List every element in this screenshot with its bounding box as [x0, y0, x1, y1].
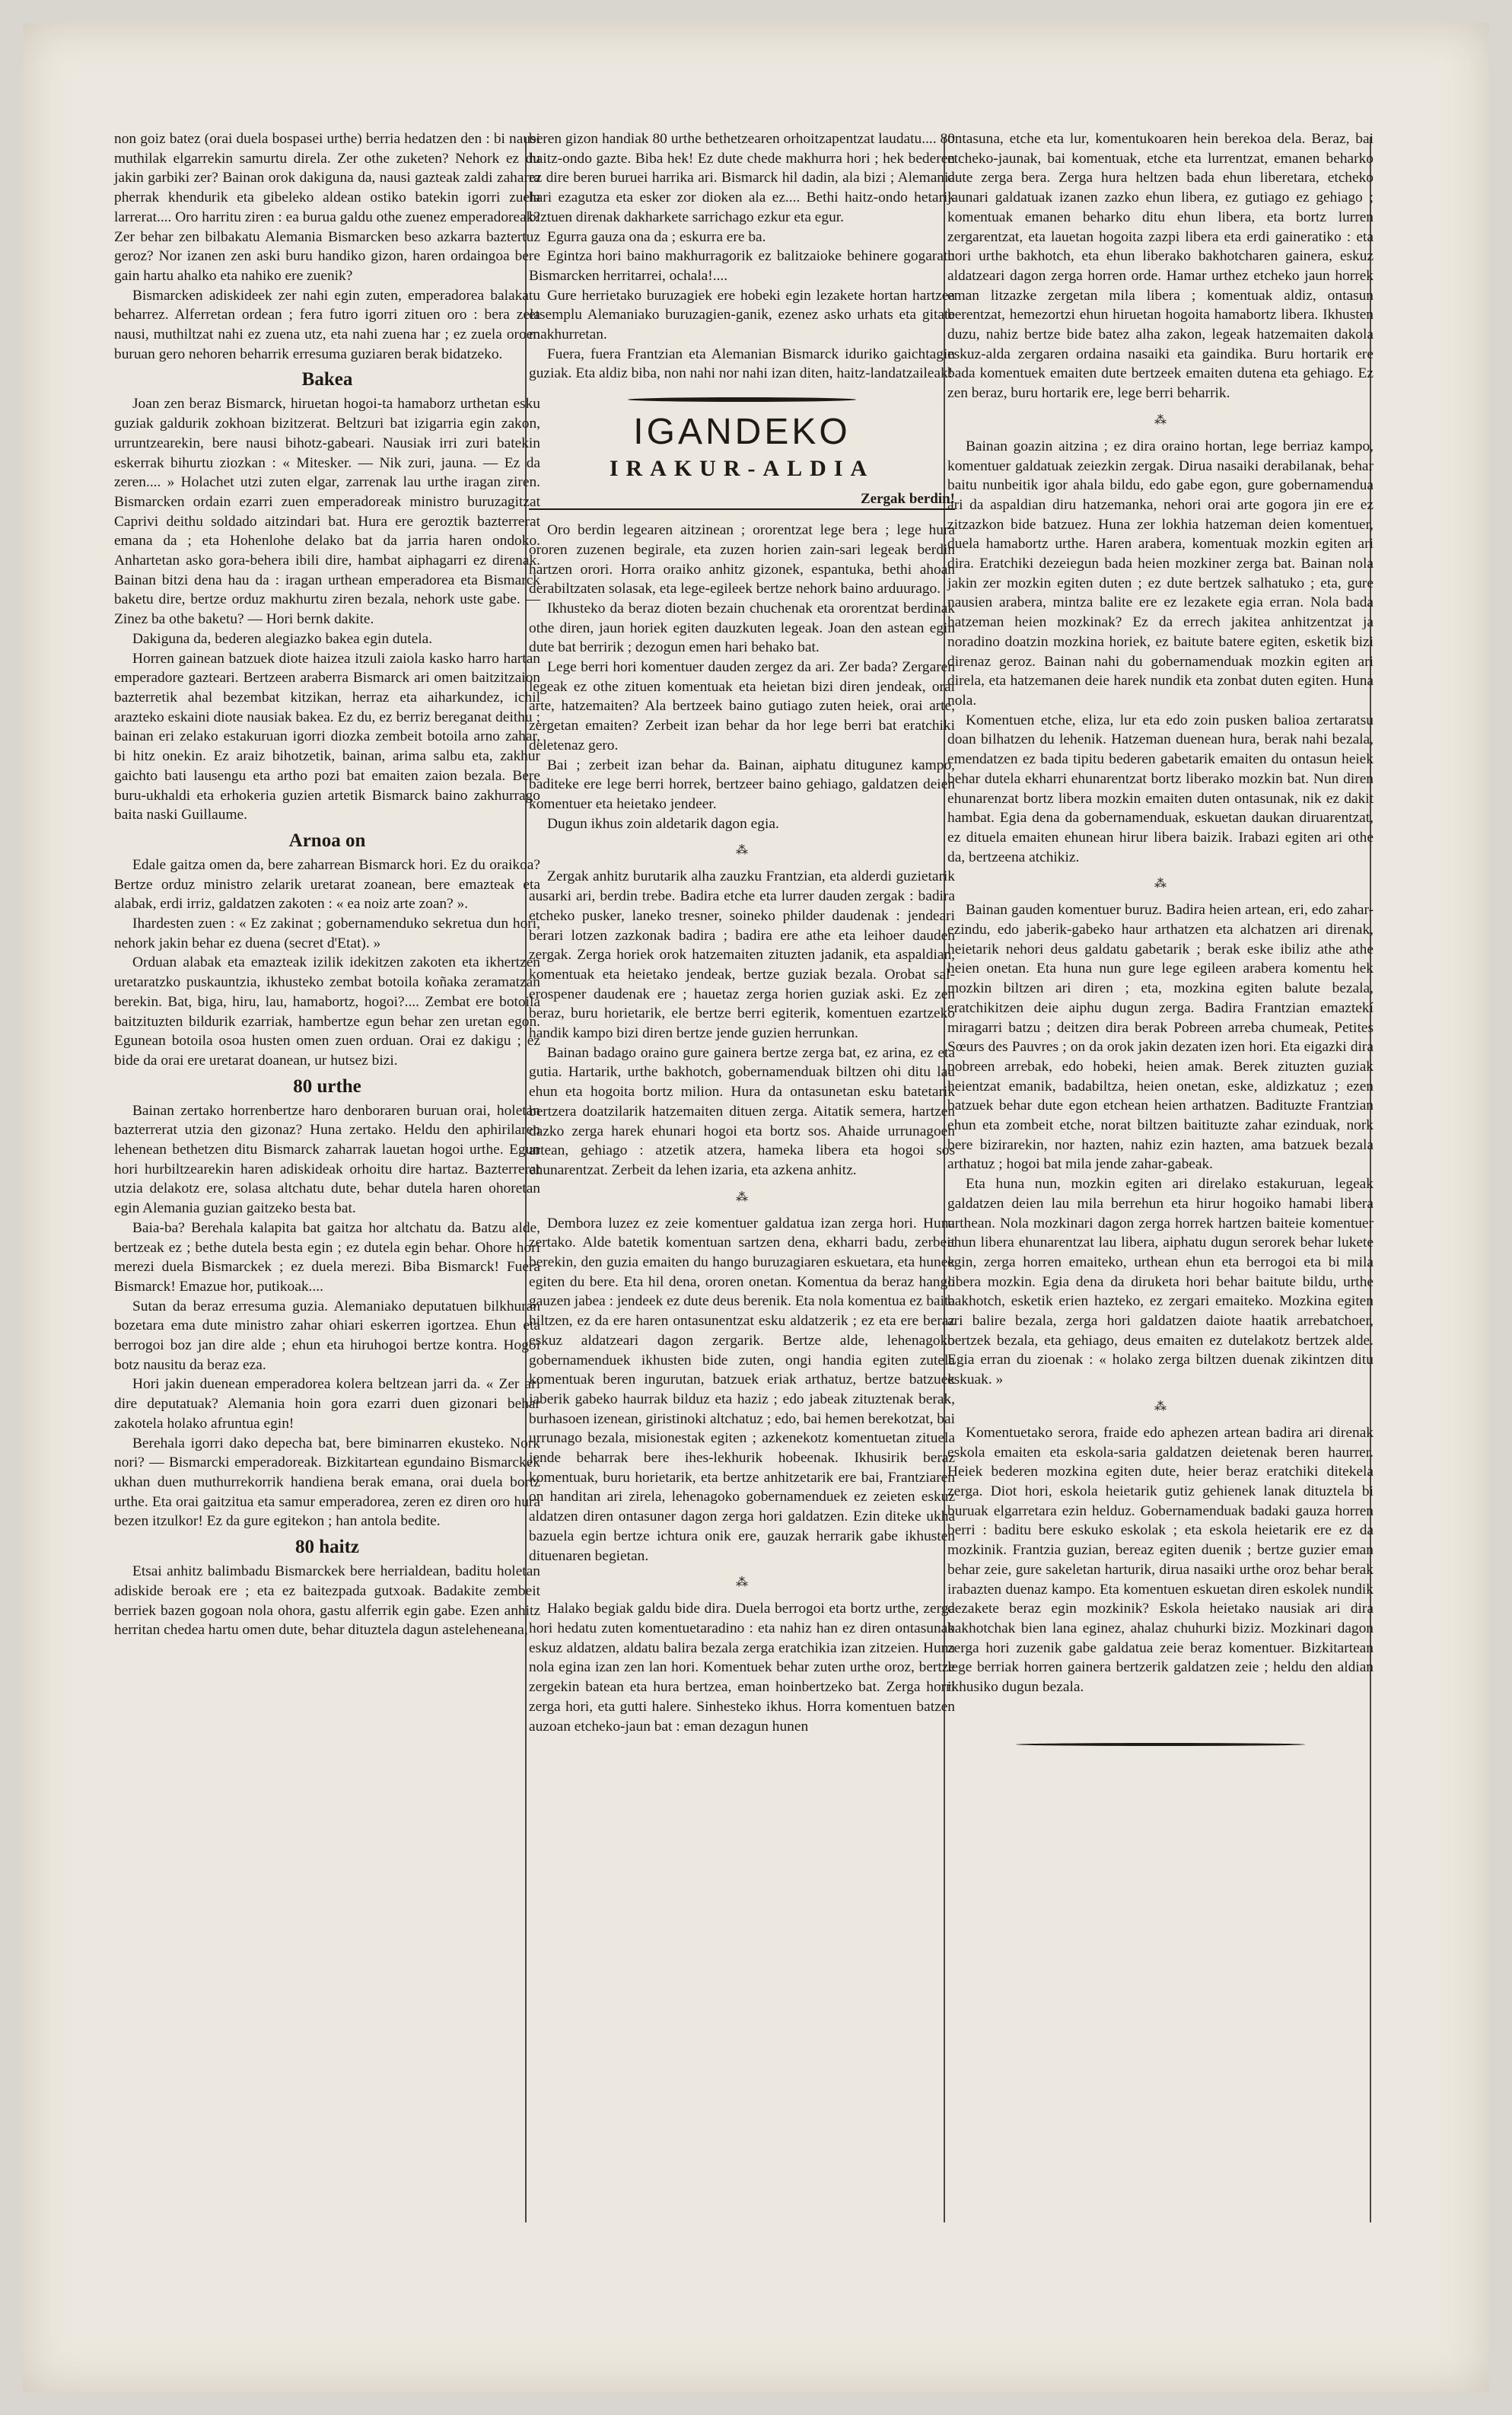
paragraph: Komentuetako serora, fraide edo aphezen artean badira ari direnak eskola emaiten eta eskola-saria galdatzen deietenak beren haurrer. Heiek bederen mozkina egiten dute, heier beraz eratchiki ditekela zerga. Diot hori, eskola heietarik gutiz gehienek lanak dituztela bi buruak elgarretara ezin helduz. Gobernamenduak badaki gauza horren berri : baditu bere eskuko eskolak ; eta eskola heietarik ere ez da mozkinik. Frantzia guzian, bereaz egiten duenik ; bertze guzier eman behar zeie, gure sakeletan harturik, dirua nasaiki urthe oroz behar berak irabazten duenaz kampo. Eta komentuen eskuetan diren eskolek nundik dezakete beraz egin mozkinik? Eskola heietako nausiak ari dira bakhotchak bien lana eginez, ahalaz chuhurki biziz. Mozkinari dagon zerga hori zuzenik gabe galdatua zeie beraz komentuer. Bizkitartean lege berriak horren gainera bertzerik galdatzen zeie ; heldu den aldian ikhusiko dugun bezala.	[947, 1424, 1374, 1696]
paragraph: beren gizon handiak 80 urthe bethetzearen orhoitzapentzat laudatu.... 80 haitz-ondo gazte. Biba hek! Ez dute chede makhurra hori ; hek bederen ez dire beren buruei harrika ari. Bismarck hil dadin, ala bizi ; Alemania hari ezagutza eta esker zor dioken ala ez.... Bethi haitz-ondo hetarik biztuen direnak dakharkete sarrichago ezkur eta egur.	[529, 131, 955, 225]
paragraph: Bainan gauden komentuer buruz. Badira heien artean, eri, edo zahar-ezindu, edo jaberik-gabeko haur arthatzen eta alchatzen ari direnak, heietarik nehori deus galdatu gabetarik ; berak eske ibiliz athe athe heien onetan. Eta huna nun gure lege egileen arabera komentu hek mozkin biltzen ari diren ; eta, mozkina egiten balute bezala, eratchikitzen deie aiphu dugun zerga. Badira Frantzian emaztekí miragarri batzu ; deitzen dira berak Pobreen arreba chumeak, Petites Sœurs des Pauvres ; on da orok jakin dezaten izen hori. Eta eigazki dira pobreen arrebak, edo hobeki, heien amak. Berek zituzten guziak heientzat emanik, badabiltza, heien onetan, eske, aldizkatuz ; ezen batzuek behar dute egon etchean heien arthatzen. Badituzte Frantzian ehun eta zombeit etche, norat biltzen baitituzte zahar ezinduak, nork bere bizirarekin, nor hazten, nahiz ezin hazten, ama batzuek bezala arthatuz ; hogoi bat mila jende zahar-gabeak.	[947, 902, 1374, 1173]
paragraph: Bainan zertako horrenbertze haro denboraren buruan orai, holetan bazterrerat utzia den gizonaz? Huna zertako. Heldu den aphirilaren lehenean bethetzen ditu Bismarck zaharrak lauetan hogoi urthe. Egun hori hurbiltzearekin haren adiskideak orhoitu dire hartaz. Bazterrerat utzia delakotz ere, solasa altchatu dute, behar dutela haren ohoretan egin Alemania guzian gaitzeko besta bat.	[114, 1102, 540, 1217]
asterism-divider: ⁂	[736, 844, 748, 858]
paragraph: Joan zen beraz Bismarck, hiruetan hogoi-ta hamaborz urthetan esku guziak galdurik zokhoan bizitzerat. Beltzuri bat izigarria egin zakon, urruntzearekin, bere nausi bihotz-gabeari. Nausiak irri zuri batekin eskerrak bihurtu ziozkan : « Mitesker. — Nik zuri, jauna. — Ez da zeren.... » Holachet utzi zuten elgar, zarrenak lau urthe iragan ziren. Bismarcken ordain ezarri zuen emperadoreak ministro buruzagitzat Caprivi deithu soldado aitzindari bat. Hura ere geroztik bazterrerat emana da ; eta Hohenlohe delako bat da jarria haren ondoko. Anhartetan asko gora-behera ibili dire, hambat aiphagarri ez direnak. Bainan bitzi dena hau da : iragan urthean emperadorea eta Bismarck baketu dire, bertze orduz makhurtu ziren bezala, nehork uste gabe. — Zinez ba othe baketu? — Hori bernk dakite.	[114, 396, 540, 628]
paragraph: Edale gaitza omen da, bere zaharrean Bismarck hori. Ez du oraikoa? Bertze orduz ministro zelarik uretarat zoanean, bere emazteak eta alabak, erdi irriz, galdatzen zakoten : « ea noiz arte zoan? ».	[114, 856, 540, 913]
section-label: Zergak berdin!	[529, 490, 955, 510]
paragraph: Ihardesten zuen : « Ez zakinat ; gobernamenduko sekretua dun hori, nehork jakin behar ez duena (secret d'Etat). »	[114, 916, 540, 951]
paragraph: Bismarcken adiskideek zer nahi egin zuten, emperadorea balakatu beharrez. Alferretan ordean ; fera futro igorri zituen oro : bera zela nausi, muthiltzat nahi ez zuena utz, eta nahi zuena har ; ez zuela oroen buruan gero nehoren beharrik erresuma guziaren berak bidatzeko.	[114, 287, 540, 362]
column-2	[529, 129, 955, 1736]
asterism-divider: ⁂	[1154, 413, 1167, 427]
paragraph: Komentuen etche, eliza, lur eta edo zoin pusken balioa zertaratsu doan bilhatzen du lehenik. Hatzeman duenean hura, berak nahi bezala, emendatzen ez bada tipitu bederen gabetarik emaiten du ontasun heiek behar dutela ekharri ehunarentzat bortz liberako mozkin bat. Nun diren ehunarenzat bortz libera mozkin emaiten duten ontasunak, nik ez dakit hambat. Egia dena da gobernamenduak, eskuetan daukan diruarentzat, ez dituela emaiten ehunean hirur libera baizik. Irabazi egiten ari othe da, bertzeena atchikiz.	[947, 712, 1374, 865]
paragraph: Horren gainean batzuek diote haizea itzuli zaiola kasko harro hartan emperadore gazteari. Bertzeen araberra Bismarck ari omen baitzitzaion bazterretik ahal bezembat kitzikan, herraz eta aiharkundez, ichil arazteko eskaini diote nausiak bakea. Ez du, ez berriz bereganat deithu ; bainan eri zelako estakuruan igorri diozka zembeit botoila arno zahar, bi hitz onekin. Ez araiz bihotzetik, bainan, arima salbu eta, zakhur gaichto bati lausengu eta artho pozi bat emaiten zaion bezala. Bere buru-ukhaldi eta erhokeria guzien artetik Bismarck baino zakhurrago baita naski Guillaume.	[114, 650, 540, 824]
paragraph: Fuera, fuera Frantzian eta Alemanian Bismarck iduriko gaichtagin guziak. Eta aldiz biba, non nahi nor nahi izan diten, haitz-landatzaileak!	[529, 346, 955, 382]
paragraph: Egintza hori baino makhurragorik ez balitzaioke behinere gogaratu Bismarcken herritarrei, ochala!....	[529, 248, 955, 284]
paragraph: Hori jakin duenean emperadorea kolera beltzean jarri da. « Zer ari dire deputatuak? Alemania hoin gora ezarri duen gizonari behar zakotela holako afruntua egin!	[114, 1376, 540, 1432]
paragraph: Halako begiak galdu bide dira. Duela berrogoi eta bortz urthe, zerga hori hedatu zuten komentuetaradino : eta nahiz han ez diren ontasunak eskuz aldatzen, aldatu balira bezala zerga eratchikia izan zitzeien. Huna nola egina izan zen lan hori. Komentuek behar zuten urthe oroz, bertze zergekin batean eta hura bertzea, eman hoinbertzeko bat. Zerga horri zerga hori, eta gutti halere. Sinhesteko ikhus. Horra komentuen batzen auzoan etcheko-jaun bat : eman dezagun hunen	[529, 1601, 955, 1735]
paragraph: Bainan goazin aitzina ; ez dira oraino hortan, lege berriaz kampo, komentuer galdatuak zeiezkin zergak. Dirua nasaiki derabilanak, behar baitu nunbeitik igor ahala bildu, edo gabe egon, gure gobernamendua ari da aspaldian diru hatzemanka, nehori orai arte gogora jin ere ez zitzazkon bide batzuez. Huna zer lokhia hatzeman deien komentuer, duela hamabortz urthe. Haren arabera, komentuak mozkin egiten ari dira. Eratchiki dezeiegun bada heien mozkiner zerga bat. Bainan nola jakin zer mozkin egiten duten ; ez dute bertzek salhatuko ; eta, gure nausien arabera, mintza balite ere ez lezakete egia erran. Nola bada hatzeman heien mozkinak? Ez da errech jakitea anhitzentzat ja noradino doatzin mozkina horiek, ez baitute batere egiten, esketik bizi direnaz geroz. Bainan nahi du gobernamenduak mozkin egiten ari direla, eta hatzemanen deie harek nundik eta zonbat duten egiten. Huna nola.	[947, 438, 1374, 709]
paragraph: Berehala igorri dako depecha bat, bere biminarren ekusteko. Nork nori? — Bismarcki emperadoreak. Bizkitartean egundaino Bismarckek ukhan duen muthurrekorrik handiena berak emana, orai duela bortz urthe. Eta orai gaitzitua eta samur emperadorea, zeren ez diren oro hura bezen itzulkor! Ez da gure egitekon ; han antola bedite.	[114, 1435, 540, 1530]
column-1	[114, 129, 540, 1640]
paragraph: Oro berdin legearen aitzinean ; ororentzat lege bera ; lege hura ororen zuzenen begirale, eta zuzen horien zain-sari legeak berdin hartzen orori. Horra oraiko anhitz gizonek, espantuka, bethi ahoan derabiltzaten solasak, eta lege-egileek bertze nehork baino arduurago.	[529, 522, 955, 597]
masthead-subtitle: IRAKUR-ALDIA	[609, 456, 875, 482]
paragraph: Bai ; zerbeit izan behar da. Bainan, aiphatu ditugunez kampo, baditeke ere lege berri horrek, bertzeer baino gehiago, galdatzen deien komentuer eta heietako jendeer.	[529, 757, 955, 812]
paragraph: non goiz batez (orai duela bospasei urthe) berria hedatzen den : bi nausi muthilak elgarrekin samurtu direla. Zer othe zuketen? Nehork ez du jakin garbiki zer? Bainan orok dakiguna da, nausi gazteak zaldi zaharra pherrak khendurik eta gibeleko aldean ostiko batekin igorri zuela larrerat.... Oro harritu ziren : ea burua galdu othe zuenez emperadoreak? Zer behar zen bilbakatu Alemania Bismarcken beso azkarra baztertuz geroz? Nor izanen zen aski buru handiko gizon, haren ordaingoa bere gain hartu ahalko eta nahiko ere zuenik?	[114, 131, 540, 284]
paragraph: Etsai anhitz balimbadu Bismarckek bere herrialdean, baditu holetan adiskide beroak ere ; eta ez baitezpada gutxoak. Badakite zembeit berriek bazen gogoan nola ohora, gastu alferrik egin gabe. Ezen anhitz herritan chedea hartu omen dute, behar dituztela dagun asteleheneana,	[114, 1563, 540, 1639]
ornamental-rule	[1016, 1743, 1305, 1746]
paragraph: Dakiguna da, bederen alegiazko bakea egin dutela.	[132, 630, 433, 647]
paragraph: Ikhusteko da beraz dioten bezain chuchenak eta ororentzat berdinak othe diren, jaun horiek egiten dauzkuten legeak. Joan den astean egin dute bat berririk ; dezogun emen hari behako bat.	[529, 600, 955, 656]
paragraph: Egurra gauza ona da ; eskurra ere ba.	[547, 228, 766, 245]
asterism-divider: ⁂	[736, 1576, 748, 1590]
paragraph: Baia-ba? Berehala kalapita bat gaitza hor altchatu da. Batzu alde, bertzeak ez ; bethe dutela besta egin ; ez dutela egin behar. Ohore hori merezi duela Bismarckek ; ez duela merezi. Biba Bismarck! Fuera Bismarck! Emazue hor, putikoak....	[114, 1219, 540, 1295]
paragraph: Sutan da beraz erresuma guzia. Alemaniako deputatuen bilkhuran bozetara ema dute ministro zahar ohiari eskerren igortzea. Ehun eta berrogoi boz jan dire alde ; ehun eta hiruhogoi bertze kontra. Hogoi botz nausitu da beraz eza.	[114, 1298, 540, 1373]
asterism-divider: ⁂	[1154, 1400, 1167, 1413]
paragraph: Dugun ikhus zoin aldetarik dagon egia.	[547, 815, 779, 832]
ornamental-rule	[628, 397, 856, 402]
paragraph: Zergak anhitz burutarik alha zauzku Frantzian, eta alderdi guzietarik ausarki ari, berdin trebe. Badira etche eta lurrer dauden zergak : badira etcheko pusker, laneko tresner, soineko philder daudenak : jendeari berari lotzen zazkonak badira ; badira ere athe eta leihoer dauden zergak. Zerga horiek orok hatzemaiten zituzten jadanik, eta aspaldian, komentuak eta heietako jendeak, bertze guziak bezala. Orobat sal-erospener daudenak ere ; hauetaz zerga horien guziak aski. Ez zen beraz, buru horietarik, ele bertze berri egiterik, komentuen ezartzeko handik kampo bizi diren bertze jende guzien herrunkan.	[529, 868, 955, 1042]
paragraph: Dembora luzez ez zeie komentuer galdatua izan zerga hori. Huna zertako. Alde batetik komentuan sartzen dena, ekharri badu, zerbeit berekin, den guzia emaiten du hango buruzagiaren eskuetara, eta hunek egiten du bere. Eta hil dena, ororen onetan. Komentua da beraz hango gauzen jabea : jendeek ez dute deus berenik. Eta nola komentua ez baita hiltzen, ez da ere haren ontasunentzat esku aldatzerik ; ez eta ere beraz eskuz aldatzeari dagon zergarik. Bertze alde, lehenagoko gobernamenduek ikhusten bide zuten, ongi handia egiten zutela komentuak beren ingurutan, batzuek eriak arthatuz, bertze batzuek jaberik gabeko haurrak bilduz eta haziz ; edo jabeak zituztenak berak, burhasoen izenean, giristinoki altchatuz ; edo, bai hemen berekotzat, bai urrunago bezala, misionestak egiten ; azkenekotz komentuetan zituela jende beharrak bere ihes-lekhurik hobeenak. Ikhusirik beraz komentuak, buru horietarik, eta bertze anhitzetarik ere bai, Frantziaren on handitan ari zirela, lehenagoko gobernamenduek ez zeieten eskuz aldatzen diren ontasuner dagon zerga hori galdatzen. Ezin diteke ukha bazuela egin bertze ichtura onik ere, gauzak herrarik gabe ikhusten dituenaren begietan.	[529, 1215, 955, 1564]
asterism-divider: ⁂	[736, 1190, 748, 1204]
heading-bakea: Bakea	[301, 369, 353, 390]
paragraph: Eta huna nun, mozkin egiten ari direlako estakuruan, legeak galdatzen deien lau mila berrehun eta hirur hogoiko hamabi libera urthean. Nola mozkinari dagon zerga horrek hartzen baiteie komentuer ehun libera ehunarentzat lau libera, aiphatu dugun serorek behar lukete egin, zerga horren emaiteko, urthean ehun eta berrogoi eta bi mila libera mozkin. Egia dena da diruketa hori behar baitute bildu, urthe bakhotch, esketik erien hazteko, ez zergari emaiteko. Mozkina egiten ari balire bezala, zerga hori galdatzen daiote haatik arrebatchoer, bertzek bezala, eta gehiago, deus emaiten ez dutelakotz bertzek alde. Egia erran du zioenak : « holako zerga biltzen duenak zikintzen ditu eskuak. »	[947, 1176, 1374, 1388]
asterism-divider: ⁂	[1154, 878, 1167, 891]
paragraph: Lege berri hori komentuer dauden zergez da ari. Zer bada? Zergaren legeak ez othe zituen komentuak eta heietan bizi diren jendeak, orai arte, hatzemaiten? Ala bertzeek baino gutiago zuten heiek, orai arte, zergetan emaiten? Zerbeit izan behar da hor lege berri bat eratchiki deletenaz gero.	[529, 659, 955, 753]
column-3	[947, 129, 1374, 1746]
paragraph: Orduan alabak eta emazteak izilik idekitzen zakoten eta ikhertzen uretaratzko puskauntzia, ikhusteko zembat botoila koñaka zeramatzan berekin. Bat, biga, hiru, lau, hamabortz, hogoi?.... Zembat ere botoila baitzituzten bildurik ezarriak, hambertze egun behar zen uretan egon. Egunean botoila osoa husten omen zuen orduan. Orai ez dakigu ; ez bide da orai ere uretarat doanean, ur hutsez bizi.	[114, 954, 540, 1069]
paragraph: Bainan badago oraino gure gainera bertze zerga bat, ez arina, ez eta gutia. Hartarik, urthe bakhotch, gobernamenduak biltzen ohi ditu lau ehun eta hogoita bortz milion. Hura da ontasunetan esku batetarik bertzera doatzilarik hatzemaiten dituen zerga. Aitatik semera, hartzen dazko zerga harek ehunari hogoi eta bortz sos. Ahaide urrunagoen artean, gehiago : atzetik atzera, hameka libera eta hogoi sos ehunarentzat. Zerbeit da lehen izaria, eta azkena anhitz.	[529, 1044, 955, 1178]
heading-arnoa-on: Arnoa on	[288, 830, 366, 851]
heading-80-haitz: 80 haitz	[294, 1537, 360, 1558]
newspaper-page	[23, 23, 1489, 2392]
paragraph: ontasuna, etche eta lur, komentukoaren hein berekoa dela. Beraz, bai etcheko-jaunak, bai komentuak, etche eta lurrentzat, emanen beharko dute zerga bera. Zerga hura heltzen bada ehun liberetara, etcheko jaunari galdatuak izanen zazko ehun libera, ez gutiago ez gehiago ; komentuak emanen beharko ditu ehun libera, eta bortz lurren zergarentzat, eta lauetan hogoita zazpi libera eta erdi gaineratiko : eta hori urthe bakhotch, eta ehun liberako bakhotcharen gainera, eskuz aldatzeari dagon zerga horren orde. Hamar urthez etcheko jaun horrek eman litzazke zergetan mila libera ; komentuak aldiz, ontasun berentzat, hemezortzi ehun hiruetan hogoita hamabortz libera. Ikhusten duzu, nahiz bertze bide batez alha zakon, legeak hatzemaiten dakola eskuz-alda zergaren ordaina nasaiki eta gaindika. Buru hortarik ere bada komentuek emaiten dute bertzeek emaiten dutena eta gehiago. Ez zen beraz, buru hortarik ere, lege berri beharrik.	[947, 131, 1374, 402]
heading-80-urthe: 80 urthe	[293, 1075, 361, 1097]
masthead-title: IGANDEKO	[633, 412, 851, 453]
paragraph: Gure herrietako buruzagiek ere hobeki egin lezakete hortan hartzea etsemplu Alemaniako buruzagien-ganik, ezenez asko urhats eta gitate makhurretan.	[529, 287, 955, 343]
